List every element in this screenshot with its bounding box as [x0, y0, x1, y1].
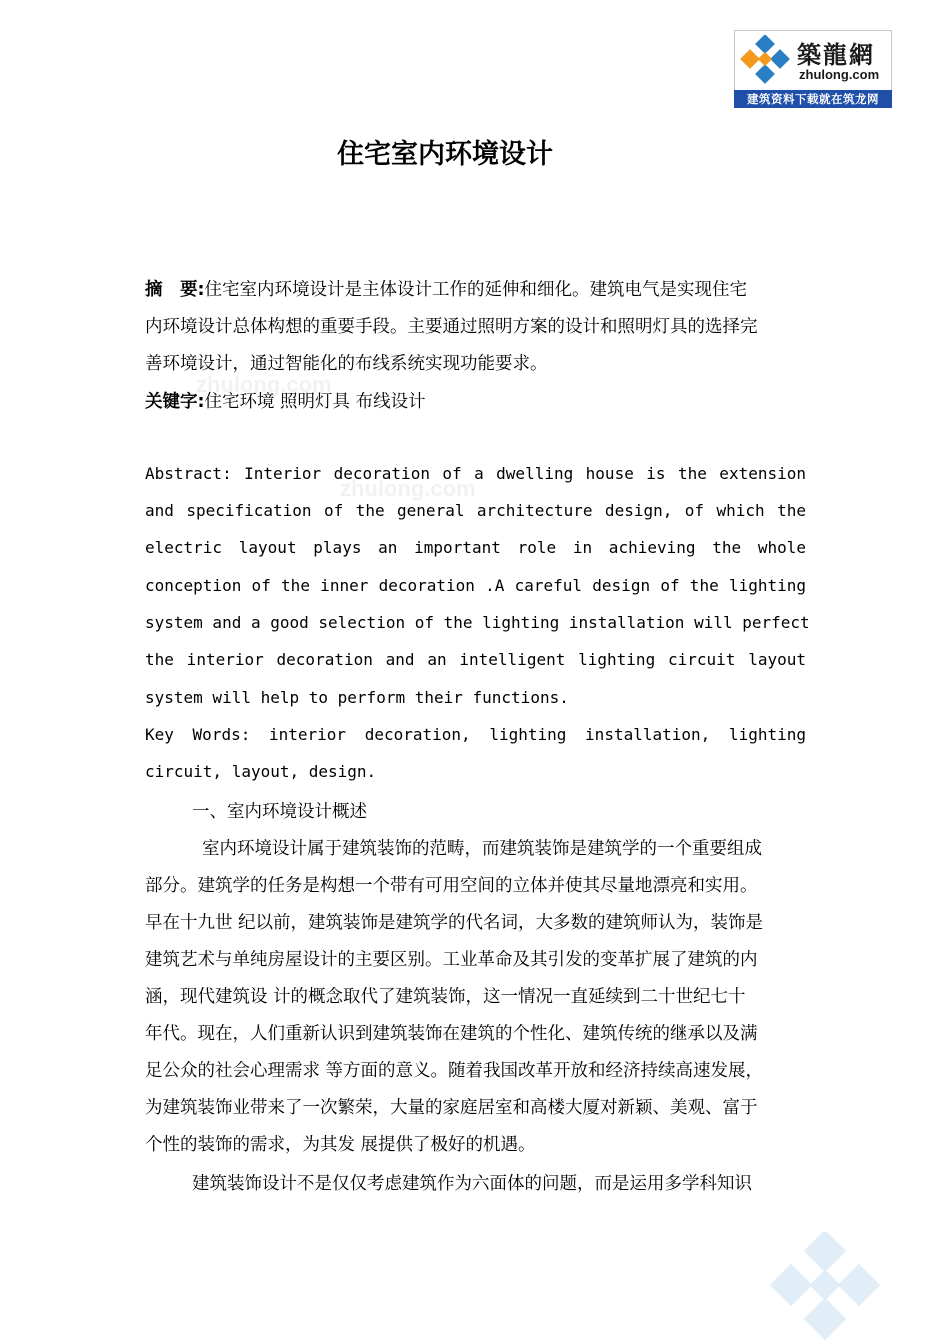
- logo-site-url[interactable]: zhulong.com: [799, 67, 880, 82]
- logo-box: [734, 30, 892, 90]
- keywords-label: 关键字:: [145, 392, 205, 412]
- body-line: 年代。现在，人们重新认识到建筑装饰在建筑的个性化、建筑传统的继承以及满: [145, 1024, 758, 1044]
- abstract-en-line: system and a good selection of the lighting installation will perfect: [145, 613, 810, 632]
- abstract-cn-line: 善环境设计，通过智能化的布线系统实现功能要求。: [145, 354, 548, 374]
- abstract-en-line: electric layout plays an important role in achieving the whole: [145, 538, 806, 557]
- abstract-cn-line: [145, 276, 747, 301]
- keywords-text: 住宅环境 照明灯具 布线设计: [204, 392, 426, 412]
- abstract-en-line: Abstract: Interior decoration of a dwelling house is the extension: [145, 464, 806, 483]
- keywords-en-line: Key Words: interior decoration, lighting installation, lighting: [145, 725, 806, 744]
- document-title: 住宅室内环境设计: [337, 139, 553, 170]
- abstract-en-line: the interior decoration and an intelligent lighting circuit layout: [145, 650, 806, 669]
- watermark: zhulong.com: [196, 372, 332, 397]
- keywords-en-line: circuit, layout, design.: [145, 762, 377, 781]
- logo-chinese-name: 築龍網: [797, 40, 875, 69]
- section-heading: 一、室内环境设计概述: [192, 802, 367, 822]
- keywords-cn: [145, 388, 426, 413]
- body-line: 部分。建筑学的任务是构想一个带有可用空间的立体并使其尽量地漂亮和实用。: [145, 876, 758, 896]
- body-line: 建筑艺术与单纯房屋设计的主要区别。工业革命及其引发的变革扩展了建筑的内: [145, 950, 758, 970]
- body-line: 足公众的社会心理需求 等方面的意义。随着我国改革开放和经济持续高速发展，: [145, 1061, 764, 1081]
- snowflake-logo-icon: [739, 35, 793, 87]
- abstract-text: 住宅室内环境设计是主体设计工作的延伸和细化。建筑电气是实现住宅: [204, 280, 747, 300]
- body-line: 室内环境设计属于建筑装饰的范畴，而建筑装饰是建筑学的一个重要组成: [202, 839, 762, 859]
- logo-slogan: 建筑资料下载就在筑龙网: [734, 90, 892, 108]
- abstract-label: 摘 要:: [145, 280, 205, 300]
- body-line: 涵，现代建筑设 计的概念取代了建筑装饰，这一情况一直延续到二十世纪七十: [145, 987, 746, 1007]
- body-line: 为建筑装饰业带来了一次繁荣，大量的家庭居室和高楼大厦对新颖、美观、富于: [145, 1098, 758, 1118]
- body-line: 早在十九世 纪以前，建筑装饰是建筑学的代名词，大多数的建筑师认为，装饰是: [145, 913, 764, 933]
- abstract-cn-line: 内环境设计总体构想的重要手段。主要通过照明方案的设计和照明灯具的选择完: [145, 317, 758, 337]
- abstract-en-line: and specification of the general architecture design, of which the: [145, 501, 806, 520]
- watermark: zhulong.com: [340, 476, 476, 501]
- snowflake-watermark-icon: [768, 1232, 882, 1344]
- body-line: 建筑装饰设计不是仅仅考虑建筑作为六面体的问题，而是运用多学科知识: [192, 1174, 752, 1194]
- body-line: 个性的装饰的需求，为其发 展提供了极好的机遇。: [145, 1135, 536, 1155]
- abstract-en-line: conception of the inner decoration .A careful design of the lighting: [145, 576, 806, 595]
- abstract-en-line: system will help to perform their functions.: [145, 688, 569, 707]
- zhulong-logo: [734, 30, 892, 108]
